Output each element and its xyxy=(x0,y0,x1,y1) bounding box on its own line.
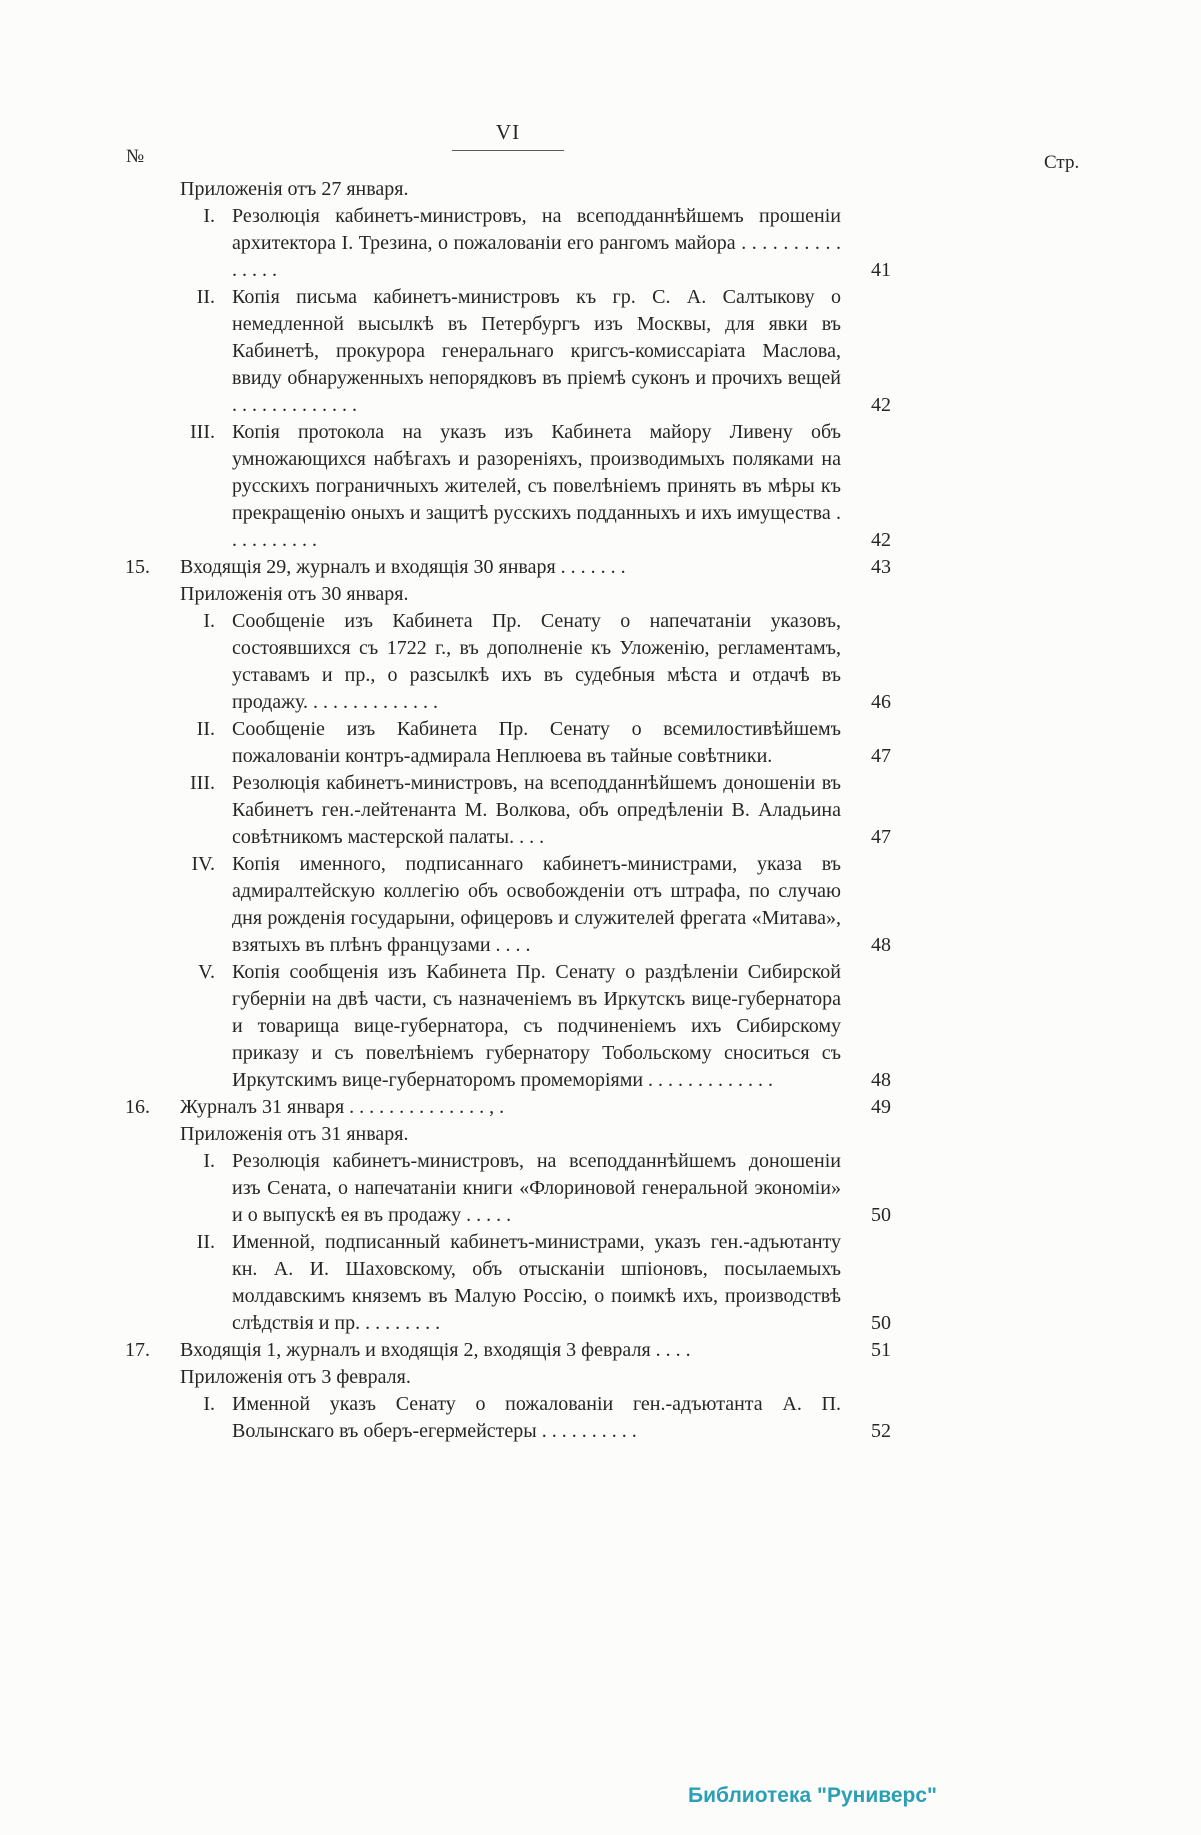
entry-text: Копія сообщенія изъ Кабинета Пр. Сенату о раздѣленіи Сибирской губерніи на двѣ части, съ назначеніемъ въ Иркутскъ вице-губернатора и товарища вице-губернатора, съ подчиненіемъ ихъ Сибирскому приказу и съ повелѣніемъ губернатору Тобольскому сноситься съ Иркутскимъ вице-губернаторомъ промеморіями . . . . . . . . . . . . . xyxy=(232,961,841,1091)
folio-header xyxy=(452,120,564,151)
toc-entry xyxy=(125,1094,891,1121)
entry-number: I. xyxy=(203,1393,215,1415)
toc-entry xyxy=(125,284,891,419)
toc-entry xyxy=(125,959,891,1094)
toc-entry xyxy=(125,419,891,554)
runivers-watermark: Библиотека "Руниверс" xyxy=(688,1784,938,1807)
entry-page-number: 42 xyxy=(871,529,891,551)
entry-number: 16. xyxy=(125,1096,150,1118)
entry-text: Копія письма кабинетъ-министровъ къ гр. С. А. Салтыкову о немедленной высылкѣ въ Петербургъ изъ Москвы, для явки въ Кабинетѣ, прокурора генеральнаго кригсъ-комиссаріата Маслова, ввиду обнаруженныхъ непорядковъ въ пріемѣ суконъ и прочихъ вещей . . . . . . . . . . . . . xyxy=(232,286,841,416)
entry-number: II. xyxy=(196,718,215,740)
entry-text: Сообщеніе изъ Кабинета Пр. Сенату о напечатаніи указовъ, состоявшихся съ 1722 г., въ дополненіе къ Уложенію, регламентамъ, уставамъ и пр., о разсылкѣ ихъ въ судебныя мѣста и отдачѣ въ продажу. . . . . . . . . . . . . . xyxy=(232,610,841,713)
entry-page-number: 51 xyxy=(871,1339,891,1361)
entry-page-number: 47 xyxy=(871,826,891,848)
entry-text: Сообщеніе изъ Кабинета Пр. Сенату о всемилостивѣйшемъ пожалованіи контръ-адмирала Неплюева въ тайные совѣтники. xyxy=(232,718,841,767)
entry-text: Входящія 29, журналъ и входящія 30 января . . . . . . . xyxy=(180,556,626,578)
toc-entry xyxy=(125,203,891,284)
toc-entry xyxy=(125,1391,891,1445)
entry-page-number: 46 xyxy=(871,691,891,713)
entry-text: Резолюція кабинетъ-министровъ, на всеподданнѣйшемъ прошеніи архитектора І. Трезина, о пожалованіи его рангомъ майора . . . . . . . . . . . . . . . xyxy=(232,205,841,281)
entry-text: Именной указъ Сенату о пожалованіи ген.-адъютанта А. П. Волынскаго въ оберъ-егермейстеры . . . . . . . . . . xyxy=(232,1393,841,1442)
entry-number: IV. xyxy=(191,853,215,875)
heading-text: Приложенія отъ 3 февраля. xyxy=(180,1366,411,1388)
entry-number: I. xyxy=(203,610,215,632)
entry-page-number: 41 xyxy=(871,259,891,281)
table-of-contents xyxy=(125,176,891,1445)
folio-page-number: VI xyxy=(495,120,521,144)
heading-text: Приложенія отъ 31 января. xyxy=(180,1123,409,1145)
toc-heading xyxy=(125,176,891,203)
page-column-label: Стр. xyxy=(1044,152,1080,173)
folio-rule xyxy=(452,150,564,151)
number-column-label: № xyxy=(126,146,145,167)
entry-text: Входящія 1, журналъ и входящія 2, входящія 3 февраля . . . . xyxy=(180,1339,691,1361)
entry-text: Резолюція кабинетъ-министровъ, на всеподданнѣйшемъ доношеніи изъ Сената, о напечатаніи книги «Флориновой генеральной экономіи» и о выпускѣ ея въ продажу . . . . . xyxy=(232,1150,841,1226)
entry-number: III. xyxy=(190,421,215,443)
entry-page-number: 52 xyxy=(871,1420,891,1442)
entry-page-number: 48 xyxy=(871,1069,891,1091)
entry-number: I. xyxy=(203,1150,215,1172)
entry-page-number: 50 xyxy=(871,1312,891,1334)
entry-number: II. xyxy=(196,286,215,308)
entry-text: Именной, подписанный кабинетъ-министрами, указъ ген.-адъютанту кн. А. И. Шаховскому, объ отысканіи шпіоновъ, посылаемыхъ молдавскимъ княземъ въ Малую Россію, о поимкѣ ихъ, производствѣ слѣдствія и пр. . . . . . . . . xyxy=(232,1231,841,1334)
toc-heading xyxy=(125,1121,891,1148)
toc-entry xyxy=(125,716,891,770)
heading-text: Приложенія отъ 30 января. xyxy=(180,583,409,605)
entry-page-number: 48 xyxy=(871,934,891,956)
entry-page-number: 43 xyxy=(871,556,891,578)
entry-text: Резолюція кабинетъ-министровъ, на всеподданнѣйшемъ доношеніи въ Кабинетъ ген.-лейтенанта М. Волкова, объ опредѣленіи В. Аладьина совѣтникомъ мастерской палаты. . . . xyxy=(232,772,841,848)
entry-number: 17. xyxy=(125,1339,150,1361)
toc-entry xyxy=(125,1337,891,1364)
toc-heading xyxy=(125,581,891,608)
toc-heading xyxy=(125,1364,891,1391)
toc-entry xyxy=(125,1229,891,1337)
toc-entry xyxy=(125,1148,891,1229)
entry-number: III. xyxy=(190,772,215,794)
entry-page-number: 42 xyxy=(871,394,891,416)
toc-entry xyxy=(125,770,891,851)
toc-entry xyxy=(125,554,891,581)
entry-page-number: 49 xyxy=(871,1096,891,1118)
heading-text: Приложенія отъ 27 января. xyxy=(180,178,409,200)
entry-number: I. xyxy=(203,205,215,227)
toc-entry xyxy=(125,851,891,959)
toc-entry xyxy=(125,608,891,716)
entry-number: II. xyxy=(196,1231,215,1253)
entry-number: V. xyxy=(198,961,215,983)
entry-text: Копія именного, подписаннаго кабинетъ-министрами, указа въ адмиралтейскую коллегію объ освобожденіи отъ штрафа, по случаю дня рожденія государыни, офицеровъ и служителей фрегата «Митава», взятыхъ въ плѣнъ французами . . . . xyxy=(232,853,841,956)
entry-text: Журналъ 31 января . . . . . . . . . . . . . . , . xyxy=(180,1096,505,1118)
entry-page-number: 50 xyxy=(871,1204,891,1226)
entry-page-number: 47 xyxy=(871,745,891,767)
entry-number: 15. xyxy=(125,556,150,578)
entry-text: Копія протокола на указъ изъ Кабинета майору Ливену объ умножающихся набѣгахъ и разореніяхъ, производимыхъ поляками на русскихъ пограничныхъ жителей, съ повелѣніемъ принять въ мѣры къ прекращенію оныхъ и защитѣ русскихъ подданныхъ и ихъ имущества . . . . . . . . . . xyxy=(232,421,841,551)
